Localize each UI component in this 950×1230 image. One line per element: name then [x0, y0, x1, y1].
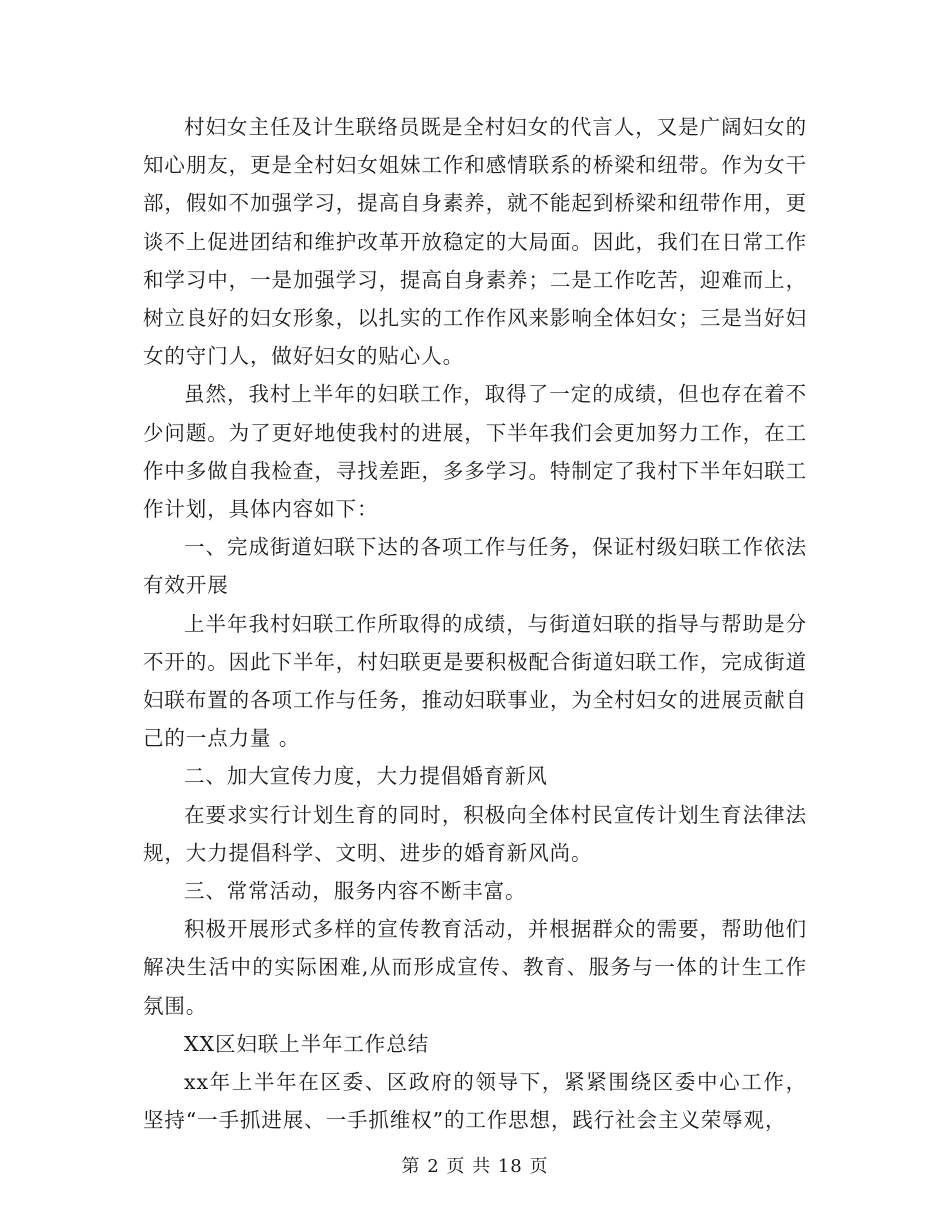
paragraph: 虽然，我村上半年的妇联工作，取得了一定的成绩，但也存在着不少问题。为了更好地使我村的进展，下半年我们会更加努力工作，在工作中多做自我检查，寻找差距，多多学习。特制定了我村下半年妇联工作计划，具体内容如下：: [143, 382, 807, 522]
section-heading: 一、完成街道妇联下达的各项工作与任务，保证村级妇联工作依法有效开展: [143, 535, 807, 598]
section-heading: 二、加大宣传力度，大力提倡婚育新风: [184, 764, 548, 789]
document-title: XX区妇联上半年工作总结: [184, 1031, 429, 1056]
document-body: [143, 108, 807, 1139]
paragraph: 村妇女主任及计生联络员既是全村妇女的代言人，又是广阔妇女的知心朋友，更是全村妇女姐妹工作和感情联系的桥梁和纽带。作为女干部，假如不加强学习，提高自身素养，就不能起到桥梁和纽带作用，更谈不上促进团结和维护改革开放稳定的大局面。因此，我们在日常工作和学习中，一是加强学习，提高自身素养；二是工作吃苦，迎难而上，树立良好的妇女形象，以扎实的工作作风来影响全体妇女；三是当好妇女的守门人，做好妇女的贴心人。: [143, 115, 807, 369]
paragraph: 上半年我村妇联工作所取得的成绩，与街道妇联的指导与帮助是分不开的。因此下半年，村妇联更是要积极配合街道妇联工作，完成街道妇联布置的各项工作与任务，推动妇联事业，为全村妇女的进展贡献自己的一点力量 。: [143, 611, 807, 751]
page-number-footer: 第 2 页 共 18 页: [401, 1156, 549, 1177]
section-heading: 三、常常活动，服务内容不断丰富。: [184, 879, 527, 904]
paragraph: 积极开展形式多样的宣传教育活动，并根据群众的需要，帮助他们解决生活中的实际困难,从而形成宣传、教育、服务与一体的计生工作氛围。: [143, 917, 807, 1018]
paragraph: xx年上半年在区委、区政府的领导下，紧紧围绕区委中心工作，坚持“一手抓进展、一手抓维权”的工作思想，践行社会主义荣辱观，: [143, 1070, 807, 1133]
paragraph: 在要求实行计划生育的同时，积极向全体村民宣传计划生育法律法规，大力提倡科学、文明、进步的婚育新风尚。: [143, 802, 807, 865]
